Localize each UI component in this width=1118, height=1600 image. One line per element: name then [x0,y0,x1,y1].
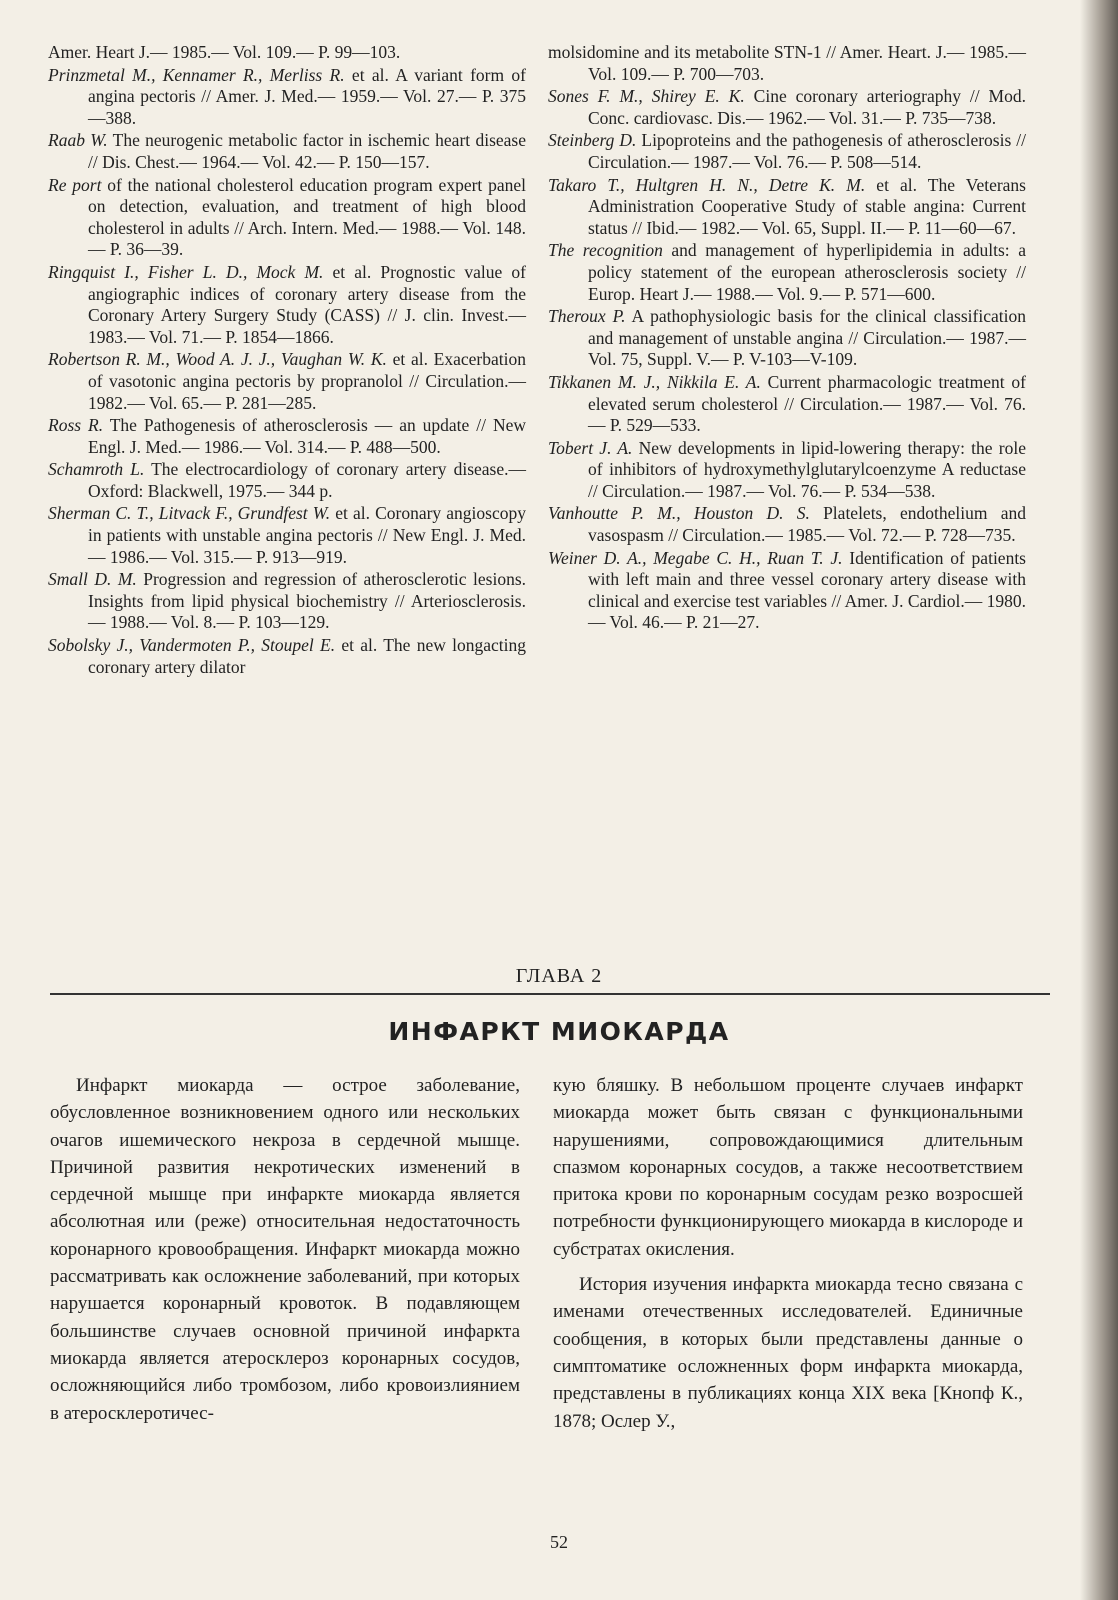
reference-author: Sones F. M., Shirey E. K. [548,86,745,107]
reference-author: Small D. M. [48,569,137,590]
reference-author: Ross R. [48,415,104,436]
reference-entry [48,349,526,414]
reference-author: Sherman C. T., Litvack F., Grundfest W. [48,503,331,524]
reference-entry [548,240,1026,305]
reference-entry [548,175,1026,240]
reference-text: and management of hyperlipidemia in adults: a policy statement of the european atherosclerosis society // Europ. Heart J.— 1988.— Vol. 9.— P. 571—600. [588,240,1026,304]
reference-author: Schamroth L. [48,459,145,480]
reference-text: Current pharmacologic treatment of elevated serum cholesterol // Circulation.— 1987.— Vol. 76.— P. 529—533. [588,371,1026,436]
body-left-column [50,1072,520,1427]
reference-entry [48,175,526,261]
references-section [44,42,1044,922]
reference-entry [48,130,526,173]
reference-text: The electrocardiology of coronary artery disease.— Oxford: Blackwell, 1975.— 344 p. [88,459,526,501]
reference-entry [548,438,1026,503]
reference-text: of the national cholesterol education program expert panel on detection, evaluation, and treatment of high blood cholesterol in adults // Arch. Intern. Med.— 1988.— Vol. 148.— P. 36—39. [88,174,526,260]
reference-entry [48,42,526,64]
chapter-title: ИНФАРКТ МИОКАРДА [388,1017,730,1046]
reference-entry [548,372,1026,437]
reference-author: Robertson R. M., Wood A. J. J., Vaughan W. K. [48,349,387,370]
page-edge-shadow [1080,0,1118,1600]
reference-author: The recognition [548,240,663,261]
reference-text: et al. Exacerbation of vasotonic angina pectoris by propranolol // Circulation.— 1982.— Vol. 65.— P. 281—285. [88,349,526,413]
reference-entry [548,130,1026,173]
reference-entry [48,569,526,634]
reference-entry [548,503,1026,546]
reference-text: The Pathogenesis of atherosclerosis — an update // New Engl. J. Med.— 1986.— Vol. 314.— P. 488—500. [88,415,526,457]
reference-author: Takaro T., Hultgren H. N., Detre K. M. [548,174,866,195]
reference-text: et al. The new longacting coronary artery dilator [88,635,526,677]
reference-author: Ringquist I., Fisher L. D., Mock M. [48,261,324,282]
chapter-label: ГЛАВА 2 [515,965,603,987]
body-paragraph: кую бляшку. В небольшом проценте случаев инфаркт миокарда может быть связан с функциональными нарушениями, сопровождающимися длительным спазмом коронарных сосудов, а также несоответствием притока крови по коронарным сосудам резко возросшей потребности функционирующего миокарда в кислороде и субстратах окисления. [553,1075,1023,1260]
reference-text: A pathophysiologic basis for the clinical classification and management of unstable angina // Circulation.— 1987.— Vol. 75, Suppl. V.— P. V-103—V-109. [588,306,1026,370]
reference-author: Vanhoutte P. M., Houston D. S. [548,503,810,524]
reference-author: Raab W. [48,130,108,151]
reference-entry [48,262,526,348]
reference-text: Cine coronary arteriography // Mod. Conc. cardiovasc. Dis.— 1962.— Vol. 31.— P. 735—738. [588,86,1026,128]
reference-entry [48,65,526,130]
chapter-divider [50,993,1050,995]
reference-text: Identification of patients with left main and three vessel coronary artery disease with clinical and exercise test variables // Amer. J. Cardiol.— 1980.— Vol. 46.— P. 21—27. [588,547,1026,633]
reference-entry [48,635,526,678]
reference-text: Lipoproteins and the pathogenesis of atherosclerosis // Circulation.— 1987.— Vol. 76.— P. 508—514. [588,130,1026,172]
reference-entry [548,548,1026,634]
body-right-column [553,1072,1023,1435]
reference-author: Theroux P. [548,306,626,327]
reference-author: Tikkanen M. J., Nikkila E. A. [548,371,761,392]
reference-author: Prinzmetal M., Kennamer R., Merliss R. [48,64,345,85]
references-left-column [48,42,526,679]
reference-author: Steinberg D. [548,130,637,151]
reference-entry [548,42,1026,85]
reference-text: et al. The Veterans Administration Cooperative Study of stable angina: Current status // Ibid.— 1982.— Vol. 65, Suppl. II.— P. 11—60—67. [588,174,1026,238]
reference-text: molsidomine and its metabolite STN-1 // Amer. Heart. J.— 1985.— Vol. 109.— P. 700—703. [548,42,1026,84]
reference-text: et al. Coronary angioscopy in patients with unstable angina pectoris // New Engl. J. Med.— 1986.— Vol. 315.— P. 913—919. [88,503,526,567]
reference-author: Sobolsky J., Vandermoten P., Stoupel E. [48,635,336,656]
reference-entry [48,459,526,502]
reference-author: Weiner D. A., Megabe C. H., Ruan T. J. [548,547,843,568]
reference-entry [548,86,1026,129]
reference-text: New developments in lipid-lowering therapy: the role of inhibitors of hydroxymethylglutarylcoenzyme A reductase // Circulation.— 1987.— Vol. 76.— P. 534—538. [588,437,1026,501]
reference-text: The neurogenic metabolic factor in ischemic heart disease // Dis. Chest.— 1964.— Vol. 42.— P. 150—157. [88,130,526,172]
body-paragraph: История изучения инфаркта миокарда тесно связана с именами отечественных исследователей. Единичные сообщения, в которых были представлены данные о симптоматике осложненных форм инфаркта миокарда, представлены в публикациях конца XIX века [Кнопф К., 1878; Ослер У., [553,1274,1023,1432]
body-paragraph: Инфаркт миокарда — острое заболевание, обусловленное возникновением одного или нескольких очагов ишемического некроза в сердечной мышце. Причиной развития некротических изменений в сердечной мышце при инфаркте миокарда является абсолютная или (реже) относительная недостаточность коронарного кровообращения. Инфаркт миокарда можно рассматривать как осложнение заболеваний, при которых нарушается коронарный кровоток. В подавляющем большинстве случаев основной причиной инфаркта миокарда является атеросклероз коронарных сосудов, осложняющийся либо тромбозом, либо кровоизлиянием в атеросклеротичес- [50,1075,520,1424]
reference-entry [48,415,526,458]
reference-text: Amer. Heart J.— 1985.— Vol. 109.— P. 99—103. [48,42,401,62]
reference-text: Progression and regression of atherosclerotic lesions. Insights from lipid physical biochemistry // Arteriosclerosis.— 1988.— Vol. 8.— P. 103—129. [88,569,526,633]
reference-text: et al. A variant form of angina pectoris // Amer. J. Med.— 1959.— Vol. 27.— P. 375—388. [88,64,526,128]
reference-entry [48,503,526,568]
reference-author: Tobert J. A. [548,437,633,458]
references-right-column [548,42,1026,635]
reference-author: Re port [48,174,102,195]
page-number: 52 [550,1532,568,1552]
reference-text: et al. Prognostic value of angiographic indices of coronary artery disease from the Coronary Artery Surgery Study (CASS) // J. clin. Invest.— 1983.— Vol. 71.— P. 1854—1866. [88,261,526,347]
reference-entry [548,306,1026,371]
reference-text: Platelets, endothelium and vasospasm // Circulation.— 1985.— Vol. 72.— P. 728—735. [588,503,1026,546]
